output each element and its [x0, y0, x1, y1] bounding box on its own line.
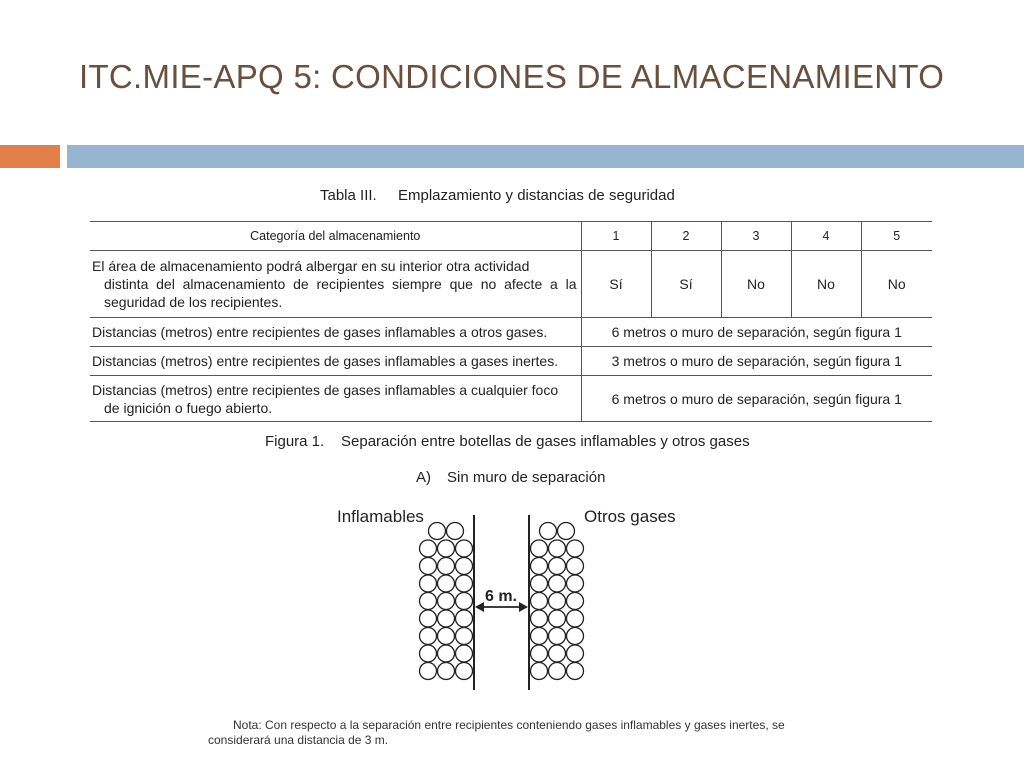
row-description-first: Distancias (metros) entre recipientes de gases inflamables a otros gases.	[92, 324, 548, 340]
cylinder-icon	[456, 558, 473, 575]
table-header-row	[90, 222, 932, 251]
distance-arrowhead-left	[475, 602, 484, 612]
cylinder-icon	[567, 575, 584, 592]
slide-title: ITC.MIE-APQ 5: CONDICIONES DE ALMACENAMIENTO	[79, 58, 945, 95]
cylinder-icon	[456, 645, 473, 662]
footnote-line-1: Nota: Con respecto a la separación entre recipientes conteniendo gases inflamables y gases inertes, se	[233, 718, 785, 732]
cylinder-icon	[438, 558, 455, 575]
cylinder-icon	[540, 523, 557, 540]
figure-caption-number: Figura 1.	[265, 433, 325, 450]
cylinder-icon	[420, 645, 437, 662]
figure-subcaption	[416, 469, 605, 486]
cylinder-icon	[549, 593, 566, 610]
table-row	[90, 318, 932, 347]
row-value-3: No	[721, 251, 791, 318]
header-category-2: 2	[651, 222, 721, 251]
cylinder-icon	[531, 645, 548, 662]
cylinder-icon	[549, 575, 566, 592]
cylinder-icon	[438, 610, 455, 627]
cylinder-icon	[558, 523, 575, 540]
cylinder-icon	[438, 645, 455, 662]
row-description-rest: de ignición o fuego abierto.	[104, 399, 273, 416]
distance-arrowhead-right	[519, 602, 528, 612]
separation-diagram	[300, 495, 740, 700]
row-description-first: Distancias (metros) entre recipientes de gases inflamables a gases inertes.	[92, 353, 559, 369]
inflammables-label: Inflamables	[337, 507, 424, 526]
inflammable-cylinders-group	[420, 523, 473, 680]
row-description	[90, 376, 581, 422]
cylinder-icon	[531, 575, 548, 592]
cylinder-icon	[549, 663, 566, 680]
footnote-line-2: considerará una distancia de 3 m.	[208, 733, 389, 747]
cylinder-icon	[420, 628, 437, 645]
cylinder-icon	[456, 663, 473, 680]
row-span-value: 6 metros o muro de separación, según figura 1	[581, 376, 932, 422]
safety-distances-table	[90, 221, 932, 422]
row-description-rest: distinta del almacenamiento de recipientes siempre que no afecte a la seguridad de los recipientes.	[104, 276, 577, 310]
cylinder-icon	[567, 610, 584, 627]
cylinder-icon	[549, 540, 566, 557]
cylinder-icon	[420, 540, 437, 557]
header-category-label: Categoría del almacenamiento	[90, 222, 581, 251]
cylinder-icon	[447, 523, 464, 540]
cylinder-icon	[438, 663, 455, 680]
cylinder-icon	[567, 663, 584, 680]
table-row	[90, 376, 932, 422]
cylinder-icon	[531, 610, 548, 627]
cylinder-icon	[549, 628, 566, 645]
footnote	[208, 718, 823, 748]
cylinder-icon	[567, 540, 584, 557]
cylinder-icon	[420, 593, 437, 610]
row-description	[90, 318, 581, 347]
row-value-5: No	[861, 251, 932, 318]
cylinder-icon	[456, 628, 473, 645]
other-gas-cylinders-group	[531, 523, 584, 680]
cylinder-icon	[567, 628, 584, 645]
cylinder-icon	[420, 610, 437, 627]
cylinder-icon	[456, 610, 473, 627]
figure-caption-text: Separación entre botellas de gases inflamables y otros gases	[341, 433, 750, 450]
header-category-5: 5	[861, 222, 932, 251]
table-caption-number: Tabla III.	[320, 187, 377, 204]
cylinder-icon	[549, 558, 566, 575]
row-value-4: No	[791, 251, 861, 318]
distance-label: 6 m.	[484, 588, 518, 605]
table-row	[90, 251, 932, 318]
row-span-value: 3 metros o muro de separación, según figura 1	[581, 347, 932, 376]
row-value-2: Sí	[651, 251, 721, 318]
header-category-3: 3	[721, 222, 791, 251]
cylinder-icon	[567, 558, 584, 575]
cylinder-icon	[549, 645, 566, 662]
cylinder-icon	[531, 663, 548, 680]
cylinder-icon	[420, 575, 437, 592]
row-description	[90, 347, 581, 376]
cylinder-icon	[531, 593, 548, 610]
row-span-value: 6 metros o muro de separación, según figura 1	[581, 318, 932, 347]
cylinder-icon	[456, 593, 473, 610]
cylinder-icon	[438, 628, 455, 645]
table-caption-text: Emplazamiento y distancias de seguridad	[398, 187, 675, 204]
cylinder-icon	[531, 558, 548, 575]
row-description-first: Distancias (metros) entre recipientes de gases inflamables a cualquier foco	[92, 381, 559, 398]
header-category-1: 1	[581, 222, 651, 251]
cylinder-icon	[420, 663, 437, 680]
cylinder-icon	[429, 523, 446, 540]
cylinder-icon	[456, 575, 473, 592]
cylinder-icon	[456, 540, 473, 557]
row-description-first: El área de almacenamiento podrá albergar en su interior otra actividad	[92, 258, 530, 274]
cylinder-icon	[438, 540, 455, 557]
accent-bar-blue	[67, 145, 1024, 168]
cylinder-icon	[531, 540, 548, 557]
figure-sub-letter: A)	[416, 469, 431, 486]
cylinder-icon	[567, 593, 584, 610]
header-category-4: 4	[791, 222, 861, 251]
cylinder-icon	[549, 610, 566, 627]
figure-caption	[265, 433, 750, 450]
cylinder-icon	[531, 628, 548, 645]
figure-sub-text: Sin muro de separación	[447, 469, 606, 486]
table-row	[90, 347, 932, 376]
cylinder-icon	[420, 558, 437, 575]
other-gases-label: Otros gases	[584, 507, 676, 526]
cylinder-icon	[438, 575, 455, 592]
cylinder-icon	[438, 593, 455, 610]
table-caption	[320, 187, 675, 204]
row-description	[90, 251, 581, 318]
accent-bar-orange	[0, 145, 60, 168]
row-value-1: Sí	[581, 251, 651, 318]
cylinder-icon	[567, 645, 584, 662]
